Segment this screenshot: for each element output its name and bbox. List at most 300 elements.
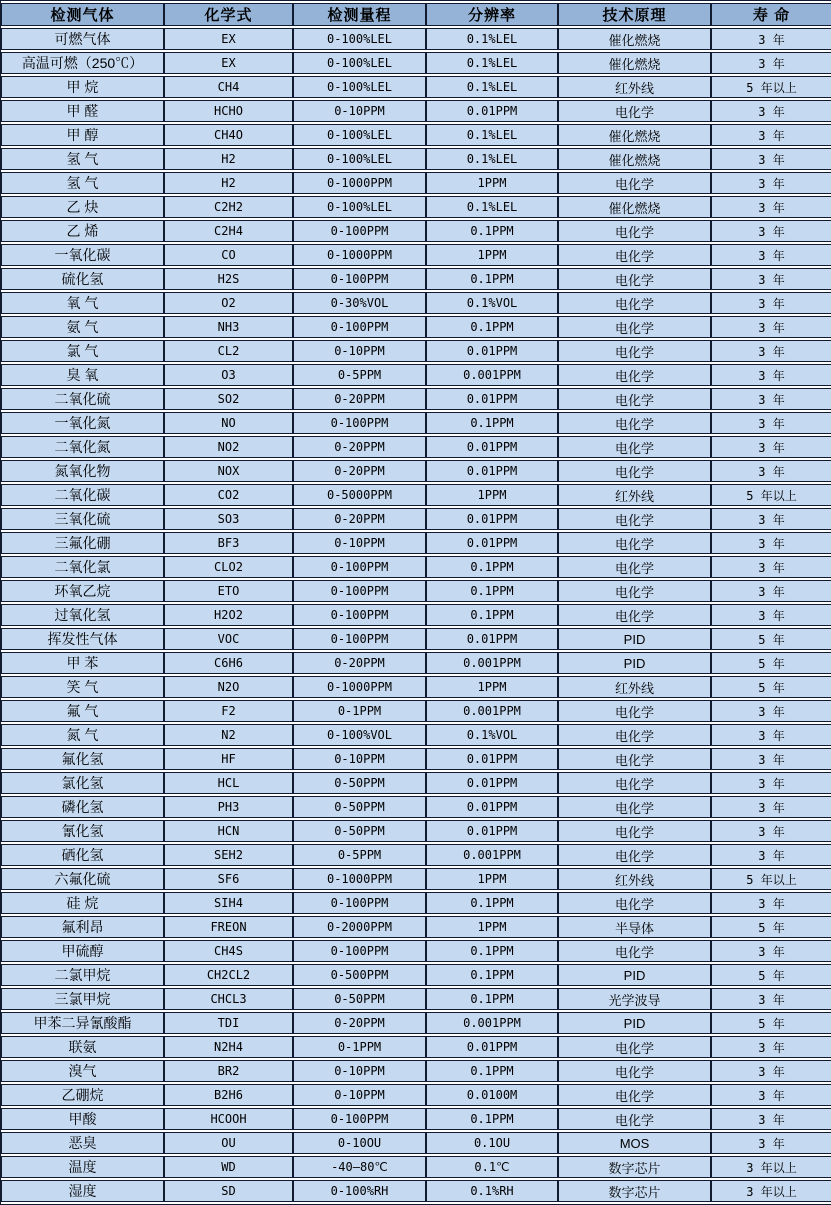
cell-lifespan: 3 年 xyxy=(711,1132,831,1154)
cell-formula: H2O2 xyxy=(164,604,293,626)
table-row xyxy=(1,772,831,794)
cell-formula: PH3 xyxy=(164,796,293,818)
cell-principle: 电化学 xyxy=(558,1084,711,1106)
cell-resolution: 0.1PPM xyxy=(426,316,558,338)
cell-lifespan: 3 年 xyxy=(711,1060,831,1082)
cell-resolution: 0.01PPM xyxy=(426,820,558,842)
cell-lifespan: 3 年 xyxy=(711,1108,831,1130)
cell-lifespan: 3 年 xyxy=(711,124,831,146)
cell-gas-name: 三氯甲烷 xyxy=(1,988,164,1010)
cell-lifespan: 5 年以上 xyxy=(711,868,831,890)
cell-formula: C2H4 xyxy=(164,220,293,242)
cell-range: 0-50PPM xyxy=(293,820,426,842)
cell-resolution: 0.01PPM xyxy=(426,460,558,482)
cell-lifespan: 3 年 xyxy=(711,748,831,770)
cell-resolution: 0.001PPM xyxy=(426,652,558,674)
cell-principle: 电化学 xyxy=(558,796,711,818)
table-row xyxy=(1,844,831,866)
cell-formula: SF6 xyxy=(164,868,293,890)
cell-gas-name: 二氧化氮 xyxy=(1,436,164,458)
cell-range: 0-10OU xyxy=(293,1132,426,1154)
cell-resolution: 0.1PPM xyxy=(426,268,558,290)
cell-formula: HCN xyxy=(164,820,293,842)
cell-principle: 电化学 xyxy=(558,172,711,194)
table-row xyxy=(1,388,831,410)
table-row xyxy=(1,148,831,170)
cell-principle: 光学波导 xyxy=(558,988,711,1010)
cell-gas-name: 乙 炔 xyxy=(1,196,164,218)
cell-resolution: 0.01PPM xyxy=(426,532,558,554)
cell-range: 0-100%LEL xyxy=(293,76,426,98)
table-row xyxy=(1,652,831,674)
cell-range: 0-20PPM xyxy=(293,436,426,458)
cell-gas-name: 硫化氢 xyxy=(1,268,164,290)
cell-resolution: 0.01PPM xyxy=(426,388,558,410)
cell-principle: 电化学 xyxy=(558,244,711,266)
cell-principle: 数字芯片 xyxy=(558,1180,711,1202)
cell-formula: CH4O xyxy=(164,124,293,146)
cell-lifespan: 3 年 xyxy=(711,532,831,554)
cell-gas-name: 甲 醛 xyxy=(1,100,164,122)
cell-resolution: 1PPM xyxy=(426,172,558,194)
cell-range: 0-20PPM xyxy=(293,508,426,530)
table-row xyxy=(1,1108,831,1130)
table-row xyxy=(1,28,831,50)
cell-formula: CHCL3 xyxy=(164,988,293,1010)
cell-formula: O3 xyxy=(164,364,293,386)
cell-lifespan: 3 年 xyxy=(711,700,831,722)
col-header-gas-name: 检测气体 xyxy=(1,3,164,26)
cell-principle: 半导体 xyxy=(558,916,711,938)
cell-formula: SEH2 xyxy=(164,844,293,866)
cell-resolution: 0.01PPM xyxy=(426,628,558,650)
table-row xyxy=(1,676,831,698)
cell-gas-name: 二氧化碳 xyxy=(1,484,164,506)
cell-range: 0-1PPM xyxy=(293,1036,426,1058)
cell-resolution: 0.01PPM xyxy=(426,508,558,530)
cell-range: 0-10PPM xyxy=(293,100,426,122)
cell-range: 0-100PPM xyxy=(293,556,426,578)
table-row xyxy=(1,364,831,386)
cell-range: 0-10PPM xyxy=(293,340,426,362)
cell-gas-name: 六氟化硫 xyxy=(1,868,164,890)
cell-formula: VOC xyxy=(164,628,293,650)
table-row xyxy=(1,508,831,530)
cell-formula: NH3 xyxy=(164,316,293,338)
cell-resolution: 0.1PPM xyxy=(426,940,558,962)
cell-formula: OU xyxy=(164,1132,293,1154)
cell-resolution: 0.1PPM xyxy=(426,580,558,602)
cell-resolution: 0.1PPM xyxy=(426,988,558,1010)
cell-principle: 电化学 xyxy=(558,316,711,338)
cell-principle: 红外线 xyxy=(558,868,711,890)
cell-principle: 催化燃烧 xyxy=(558,196,711,218)
cell-gas-name: 笑 气 xyxy=(1,676,164,698)
cell-resolution: 0.1%LEL xyxy=(426,124,558,146)
cell-principle: 电化学 xyxy=(558,532,711,554)
cell-lifespan: 3 年 xyxy=(711,460,831,482)
cell-lifespan: 3 年 xyxy=(711,604,831,626)
cell-principle: 催化燃烧 xyxy=(558,28,711,50)
cell-range: 0-20PPM xyxy=(293,460,426,482)
cell-range: 0-10PPM xyxy=(293,1084,426,1106)
cell-range: 0-30%VOL xyxy=(293,292,426,314)
cell-formula: HCOOH xyxy=(164,1108,293,1130)
cell-principle: 电化学 xyxy=(558,460,711,482)
table-row xyxy=(1,796,831,818)
cell-range: 0-100%LEL xyxy=(293,52,426,74)
cell-principle: 电化学 xyxy=(558,556,711,578)
cell-lifespan: 5 年 xyxy=(711,964,831,986)
col-header-formula: 化学式 xyxy=(164,3,293,26)
table-row xyxy=(1,556,831,578)
cell-range: 0-10PPM xyxy=(293,1060,426,1082)
cell-resolution: 0.1PPM xyxy=(426,556,558,578)
cell-gas-name: 甲硫醇 xyxy=(1,940,164,962)
col-header-resolution: 分辨率 xyxy=(426,3,558,26)
cell-lifespan: 3 年 xyxy=(711,1084,831,1106)
cell-formula: CO2 xyxy=(164,484,293,506)
cell-resolution: 0.01PPM xyxy=(426,100,558,122)
cell-range: 0-2000PPM xyxy=(293,916,426,938)
cell-range: 0-100PPM xyxy=(293,268,426,290)
cell-resolution: 0.01PPM xyxy=(426,796,558,818)
cell-formula: N2H4 xyxy=(164,1036,293,1058)
table-row xyxy=(1,76,831,98)
table-row xyxy=(1,1012,831,1034)
cell-gas-name: 温度 xyxy=(1,1156,164,1178)
cell-principle: MOS xyxy=(558,1132,711,1154)
cell-formula: O2 xyxy=(164,292,293,314)
cell-lifespan: 3 年以上 xyxy=(711,1180,831,1202)
cell-principle: 电化学 xyxy=(558,724,711,746)
cell-formula: NOX xyxy=(164,460,293,482)
table-row xyxy=(1,580,831,602)
cell-lifespan: 5 年以上 xyxy=(711,76,831,98)
table-row xyxy=(1,964,831,986)
cell-formula: H2S xyxy=(164,268,293,290)
cell-principle: 电化学 xyxy=(558,364,711,386)
table-row xyxy=(1,940,831,962)
cell-lifespan: 3 年 xyxy=(711,796,831,818)
cell-lifespan: 5 年 xyxy=(711,628,831,650)
table-row xyxy=(1,1156,831,1178)
cell-range: 0-5000PPM xyxy=(293,484,426,506)
cell-gas-name: 乙 烯 xyxy=(1,220,164,242)
cell-resolution: 0.01PPM xyxy=(426,340,558,362)
cell-gas-name: 溴气 xyxy=(1,1060,164,1082)
col-header-range: 检测量程 xyxy=(293,3,426,26)
cell-resolution: 0.1PPM xyxy=(426,1060,558,1082)
cell-principle: 电化学 xyxy=(558,388,711,410)
cell-gas-name: 氨 气 xyxy=(1,316,164,338)
cell-resolution: 0.1PPM xyxy=(426,220,558,242)
cell-range: 0-100PPM xyxy=(293,412,426,434)
cell-gas-name: 氟化氢 xyxy=(1,748,164,770)
cell-gas-name: 氢 气 xyxy=(1,148,164,170)
cell-resolution: 0.1%RH xyxy=(426,1180,558,1202)
cell-resolution: 0.1OU xyxy=(426,1132,558,1154)
cell-gas-name: 一氧化碳 xyxy=(1,244,164,266)
cell-resolution: 0.1%LEL xyxy=(426,196,558,218)
cell-principle: 红外线 xyxy=(558,484,711,506)
cell-principle: 电化学 xyxy=(558,436,711,458)
cell-range: 0-1PPM xyxy=(293,700,426,722)
table-row xyxy=(1,916,831,938)
cell-formula: C2H2 xyxy=(164,196,293,218)
cell-formula: BR2 xyxy=(164,1060,293,1082)
cell-lifespan: 3 年 xyxy=(711,28,831,50)
cell-resolution: 0.1PPM xyxy=(426,964,558,986)
table-row xyxy=(1,52,831,74)
cell-formula: CLO2 xyxy=(164,556,293,578)
cell-lifespan: 3 年 xyxy=(711,172,831,194)
table-row xyxy=(1,604,831,626)
cell-lifespan: 3 年 xyxy=(711,292,831,314)
cell-principle: 电化学 xyxy=(558,220,711,242)
cell-formula: SIH4 xyxy=(164,892,293,914)
cell-formula: EX xyxy=(164,28,293,50)
table-row xyxy=(1,1084,831,1106)
cell-principle: 数字芯片 xyxy=(558,1156,711,1178)
table-row xyxy=(1,292,831,314)
cell-formula: WD xyxy=(164,1156,293,1178)
cell-gas-name: 联氨 xyxy=(1,1036,164,1058)
cell-principle: 电化学 xyxy=(558,940,711,962)
cell-range: 0-100PPM xyxy=(293,940,426,962)
table-row xyxy=(1,1180,831,1202)
cell-principle: 电化学 xyxy=(558,1036,711,1058)
cell-range: 0-500PPM xyxy=(293,964,426,986)
cell-range: 0-100PPM xyxy=(293,892,426,914)
table-header-row xyxy=(1,3,831,26)
table-row xyxy=(1,868,831,890)
cell-range: 0-100PPM xyxy=(293,580,426,602)
cell-principle: PID xyxy=(558,652,711,674)
cell-lifespan: 3 年 xyxy=(711,556,831,578)
cell-lifespan: 3 年 xyxy=(711,508,831,530)
cell-range: 0-100%LEL xyxy=(293,148,426,170)
cell-lifespan: 3 年以上 xyxy=(711,1156,831,1178)
cell-range: 0-1000PPM xyxy=(293,244,426,266)
cell-lifespan: 3 年 xyxy=(711,244,831,266)
cell-gas-name: 环氧乙烷 xyxy=(1,580,164,602)
cell-range: 0-20PPM xyxy=(293,1012,426,1034)
cell-principle: 催化燃烧 xyxy=(558,52,711,74)
col-header-lifespan: 寿 命 xyxy=(711,3,831,26)
cell-principle: 电化学 xyxy=(558,892,711,914)
cell-range: 0-20PPM xyxy=(293,388,426,410)
cell-principle: PID xyxy=(558,964,711,986)
cell-resolution: 1PPM xyxy=(426,244,558,266)
cell-gas-name: 磷化氢 xyxy=(1,796,164,818)
table-row xyxy=(1,484,831,506)
cell-range: 0-20PPM xyxy=(293,652,426,674)
cell-principle: 电化学 xyxy=(558,580,711,602)
table-row xyxy=(1,172,831,194)
cell-resolution: 0.001PPM xyxy=(426,364,558,386)
cell-range: 0-10PPM xyxy=(293,532,426,554)
cell-formula: H2 xyxy=(164,172,293,194)
cell-formula: HF xyxy=(164,748,293,770)
cell-gas-name: 臭 氧 xyxy=(1,364,164,386)
cell-resolution: 1PPM xyxy=(426,484,558,506)
table-row xyxy=(1,412,831,434)
cell-formula: CO xyxy=(164,244,293,266)
cell-principle: 电化学 xyxy=(558,820,711,842)
cell-range: 0-50PPM xyxy=(293,988,426,1010)
cell-principle: 红外线 xyxy=(558,676,711,698)
cell-formula: CL2 xyxy=(164,340,293,362)
cell-formula: TDI xyxy=(164,1012,293,1034)
cell-gas-name: 甲苯二异氰酸酯 xyxy=(1,1012,164,1034)
cell-range: 0-10PPM xyxy=(293,748,426,770)
cell-range: 0-100PPM xyxy=(293,316,426,338)
table-row xyxy=(1,724,831,746)
cell-gas-name: 硒化氢 xyxy=(1,844,164,866)
cell-resolution: 0.1%LEL xyxy=(426,76,558,98)
cell-formula: H2 xyxy=(164,148,293,170)
cell-gas-name: 甲 苯 xyxy=(1,652,164,674)
cell-formula: SO3 xyxy=(164,508,293,530)
cell-lifespan: 5 年 xyxy=(711,676,831,698)
cell-lifespan: 5 年 xyxy=(711,916,831,938)
cell-gas-name: 氟利昂 xyxy=(1,916,164,938)
table-row xyxy=(1,988,831,1010)
cell-principle: PID xyxy=(558,1012,711,1034)
cell-formula: FREON xyxy=(164,916,293,938)
cell-gas-name: 二氯甲烷 xyxy=(1,964,164,986)
cell-range: 0-100PPM xyxy=(293,628,426,650)
cell-resolution: 0.1PPM xyxy=(426,412,558,434)
table-row xyxy=(1,268,831,290)
cell-gas-name: 乙硼烷 xyxy=(1,1084,164,1106)
cell-lifespan: 3 年 xyxy=(711,820,831,842)
cell-gas-name: 甲酸 xyxy=(1,1108,164,1130)
cell-lifespan: 3 年 xyxy=(711,940,831,962)
cell-gas-name: 硅 烷 xyxy=(1,892,164,914)
cell-formula: SD xyxy=(164,1180,293,1202)
table-row xyxy=(1,340,831,362)
cell-lifespan: 3 年 xyxy=(711,220,831,242)
cell-formula: F2 xyxy=(164,700,293,722)
cell-principle: 催化燃烧 xyxy=(558,124,711,146)
cell-resolution: 0.001PPM xyxy=(426,700,558,722)
table-row xyxy=(1,220,831,242)
cell-resolution: 0.1%VOL xyxy=(426,724,558,746)
cell-resolution: 0.01PPM xyxy=(426,436,558,458)
cell-gas-name: 三氧化硫 xyxy=(1,508,164,530)
cell-lifespan: 3 年 xyxy=(711,100,831,122)
table-row xyxy=(1,748,831,770)
cell-principle: 电化学 xyxy=(558,748,711,770)
cell-gas-name: 过氧化氢 xyxy=(1,604,164,626)
cell-gas-name: 氯 气 xyxy=(1,340,164,362)
cell-lifespan: 3 年 xyxy=(711,844,831,866)
cell-formula: CH2CL2 xyxy=(164,964,293,986)
table-row xyxy=(1,460,831,482)
cell-formula: NO2 xyxy=(164,436,293,458)
cell-range: 0-100PPM xyxy=(293,1108,426,1130)
cell-lifespan: 3 年 xyxy=(711,892,831,914)
cell-resolution: 0.01PPM xyxy=(426,748,558,770)
cell-formula: CH4S xyxy=(164,940,293,962)
table-row xyxy=(1,1132,831,1154)
cell-formula: EX xyxy=(164,52,293,74)
cell-resolution: 0.001PPM xyxy=(426,1012,558,1034)
cell-formula: SO2 xyxy=(164,388,293,410)
cell-formula: ETO xyxy=(164,580,293,602)
cell-resolution: 1PPM xyxy=(426,916,558,938)
cell-gas-name: 恶臭 xyxy=(1,1132,164,1154)
cell-range: 0-100%LEL xyxy=(293,196,426,218)
cell-gas-name: 湿度 xyxy=(1,1180,164,1202)
cell-lifespan: 3 年 xyxy=(711,436,831,458)
table-row xyxy=(1,628,831,650)
cell-formula: BF3 xyxy=(164,532,293,554)
cell-resolution: 0.1%LEL xyxy=(426,52,558,74)
cell-lifespan: 3 年 xyxy=(711,316,831,338)
cell-resolution: 0.1%LEL xyxy=(426,148,558,170)
cell-range: 0-1000PPM xyxy=(293,172,426,194)
cell-formula: HCL xyxy=(164,772,293,794)
cell-resolution: 0.1℃ xyxy=(426,1156,558,1178)
cell-lifespan: 3 年 xyxy=(711,1036,831,1058)
cell-formula: B2H6 xyxy=(164,1084,293,1106)
cell-range: 0-5PPM xyxy=(293,844,426,866)
cell-lifespan: 3 年 xyxy=(711,412,831,434)
col-header-principle: 技术原理 xyxy=(558,3,711,26)
cell-resolution: 0.1%VOL xyxy=(426,292,558,314)
cell-range: 0-1000PPM xyxy=(293,868,426,890)
cell-gas-name: 氢 气 xyxy=(1,172,164,194)
cell-resolution: 0.001PPM xyxy=(426,844,558,866)
cell-formula: C6H6 xyxy=(164,652,293,674)
cell-lifespan: 5 年以上 xyxy=(711,484,831,506)
cell-lifespan: 3 年 xyxy=(711,772,831,794)
cell-gas-name: 氰化氢 xyxy=(1,820,164,842)
cell-range: 0-1000PPM xyxy=(293,676,426,698)
cell-gas-name: 甲 烷 xyxy=(1,76,164,98)
table-row xyxy=(1,196,831,218)
cell-lifespan: 3 年 xyxy=(711,988,831,1010)
cell-lifespan: 3 年 xyxy=(711,340,831,362)
table-row xyxy=(1,100,831,122)
cell-gas-name: 氮 气 xyxy=(1,724,164,746)
cell-range: -40—80℃ xyxy=(293,1156,426,1178)
cell-range: 0-100PPM xyxy=(293,604,426,626)
cell-resolution: 1PPM xyxy=(426,676,558,698)
cell-gas-name: 挥发性气体 xyxy=(1,628,164,650)
table-row xyxy=(1,436,831,458)
table-row xyxy=(1,1036,831,1058)
cell-principle: 电化学 xyxy=(558,100,711,122)
cell-lifespan: 3 年 xyxy=(711,388,831,410)
cell-lifespan: 5 年 xyxy=(711,652,831,674)
cell-lifespan: 3 年 xyxy=(711,364,831,386)
cell-resolution: 0.01PPM xyxy=(426,772,558,794)
cell-formula: N2 xyxy=(164,724,293,746)
cell-gas-name: 氮氧化物 xyxy=(1,460,164,482)
cell-principle: 电化学 xyxy=(558,1108,711,1130)
cell-principle: 电化学 xyxy=(558,1060,711,1082)
cell-lifespan: 3 年 xyxy=(711,268,831,290)
cell-principle: 电化学 xyxy=(558,268,711,290)
cell-principle: 电化学 xyxy=(558,772,711,794)
cell-principle: 电化学 xyxy=(558,508,711,530)
cell-resolution: 0.1PPM xyxy=(426,1108,558,1130)
cell-formula: NO xyxy=(164,412,293,434)
